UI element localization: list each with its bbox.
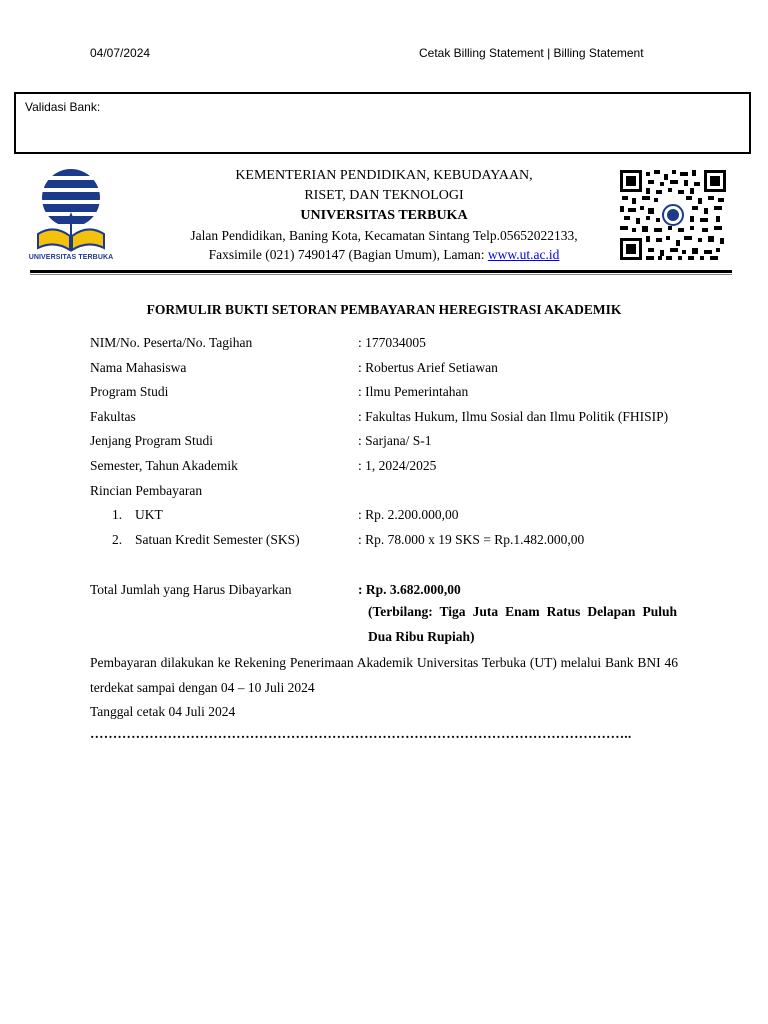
bank-validation-label: Validasi Bank: bbox=[25, 100, 101, 114]
detail-value: : 177034005 bbox=[358, 335, 426, 350]
detail-label: Semester, Tahun Akademik bbox=[90, 457, 238, 473]
detail-value: : Ilmu Pemerintahan bbox=[358, 384, 469, 400]
address-line-2 bbox=[150, 245, 618, 264]
detail-row bbox=[90, 456, 678, 481]
total-label: Total Jumlah yang Harus Dibayarkan bbox=[90, 582, 292, 597]
payment-heading-row bbox=[90, 481, 678, 506]
detail-value: : Robertus Arief Setiawan bbox=[358, 359, 498, 375]
payment-item-value: : Rp. 78.000 x 19 SKS = Rp.1.482.000,00 bbox=[358, 531, 585, 547]
payment-note: Pembayaran dilakukan ke Rekening Penerimaan Akademik Universitas Terbuka (UT) melalui Bank BNI 46 terdekat sampai dengan 04 – 10 Juli 2024 bbox=[90, 655, 678, 695]
ministry-line-2: RISET, DAN TEKNOLOGI bbox=[304, 188, 464, 203]
bank-validation-box bbox=[14, 92, 751, 154]
ministry-line-1: KEMENTERIAN PENDIDIKAN, KEBUDAYAAN, bbox=[235, 168, 533, 183]
detail-row bbox=[90, 382, 678, 407]
qr-code-icon bbox=[620, 170, 726, 260]
total-in-words: (Terbilang: Tiga Juta Enam Ratus Delapan Puluh Dua Ribu Rupiah) bbox=[368, 604, 677, 644]
payment-item-label: Satuan Kredit Semester (SKS) bbox=[135, 531, 300, 547]
print-date: 04/07/2024 bbox=[90, 46, 151, 60]
detail-label: Program Studi bbox=[90, 384, 169, 400]
form-title: FORMULIR BUKTI SETORAN PEMBAYARAN HEREGISTRASI AKADEMIK bbox=[146, 302, 622, 317]
detail-value: : Sarjana/ S-1 bbox=[358, 433, 432, 449]
print-title: Cetak Billing Statement | Billing Statement bbox=[419, 46, 644, 60]
detail-row bbox=[90, 333, 678, 358]
payment-item-label: UKT bbox=[135, 507, 163, 523]
website-link[interactable]: www.ut.ac.id bbox=[487, 247, 560, 262]
detail-label: Fakultas bbox=[90, 408, 136, 424]
detail-row bbox=[90, 358, 678, 383]
payment-item-number: 2. bbox=[112, 531, 123, 547]
detail-value: : Fakultas Hukum, Ilmu Sosial dan Ilmu Politik (FHISIP) bbox=[358, 408, 669, 424]
payment-item-number: 1. bbox=[112, 507, 123, 523]
detail-label: Jenjang Program Studi bbox=[90, 433, 213, 449]
university-name: UNIVERSITAS TERBUKA bbox=[300, 208, 468, 223]
ut-logo-icon bbox=[28, 160, 114, 268]
payment-item-row bbox=[90, 530, 678, 555]
letterhead bbox=[150, 166, 618, 264]
header-divider-shadow bbox=[30, 274, 732, 275]
payment-item-row bbox=[90, 505, 678, 530]
payment-item-value: : Rp. 2.200.000,00 bbox=[358, 507, 459, 523]
detail-label: Nama Mahasiswa bbox=[90, 359, 187, 375]
detail-label: NIM/No. Peserta/No. Tagihan bbox=[90, 335, 253, 350]
payment-heading: Rincian Pembayaran bbox=[90, 482, 203, 498]
detail-row bbox=[90, 407, 678, 432]
address-line-2-text: Faxsimile (021) 7490147 (Bagian Umum), Laman: bbox=[208, 247, 488, 262]
header-divider bbox=[30, 270, 732, 273]
dotted-separator: ……………………………………………………………………………………………………….. bbox=[90, 726, 632, 741]
detail-row bbox=[90, 431, 678, 456]
student-details bbox=[90, 333, 678, 554]
total-value: : Rp. 3.682.000,00 bbox=[358, 582, 461, 597]
address-line-1: Jalan Pendidikan, Baning Kota, Kecamatan Sintang Telp.05652022133, bbox=[190, 228, 578, 243]
logo-caption: UNIVERSITAS TERBUKA bbox=[28, 254, 114, 261]
printed-date: Tanggal cetak 04 Juli 2024 bbox=[90, 704, 236, 719]
detail-value: : 1, 2024/2025 bbox=[358, 457, 437, 473]
